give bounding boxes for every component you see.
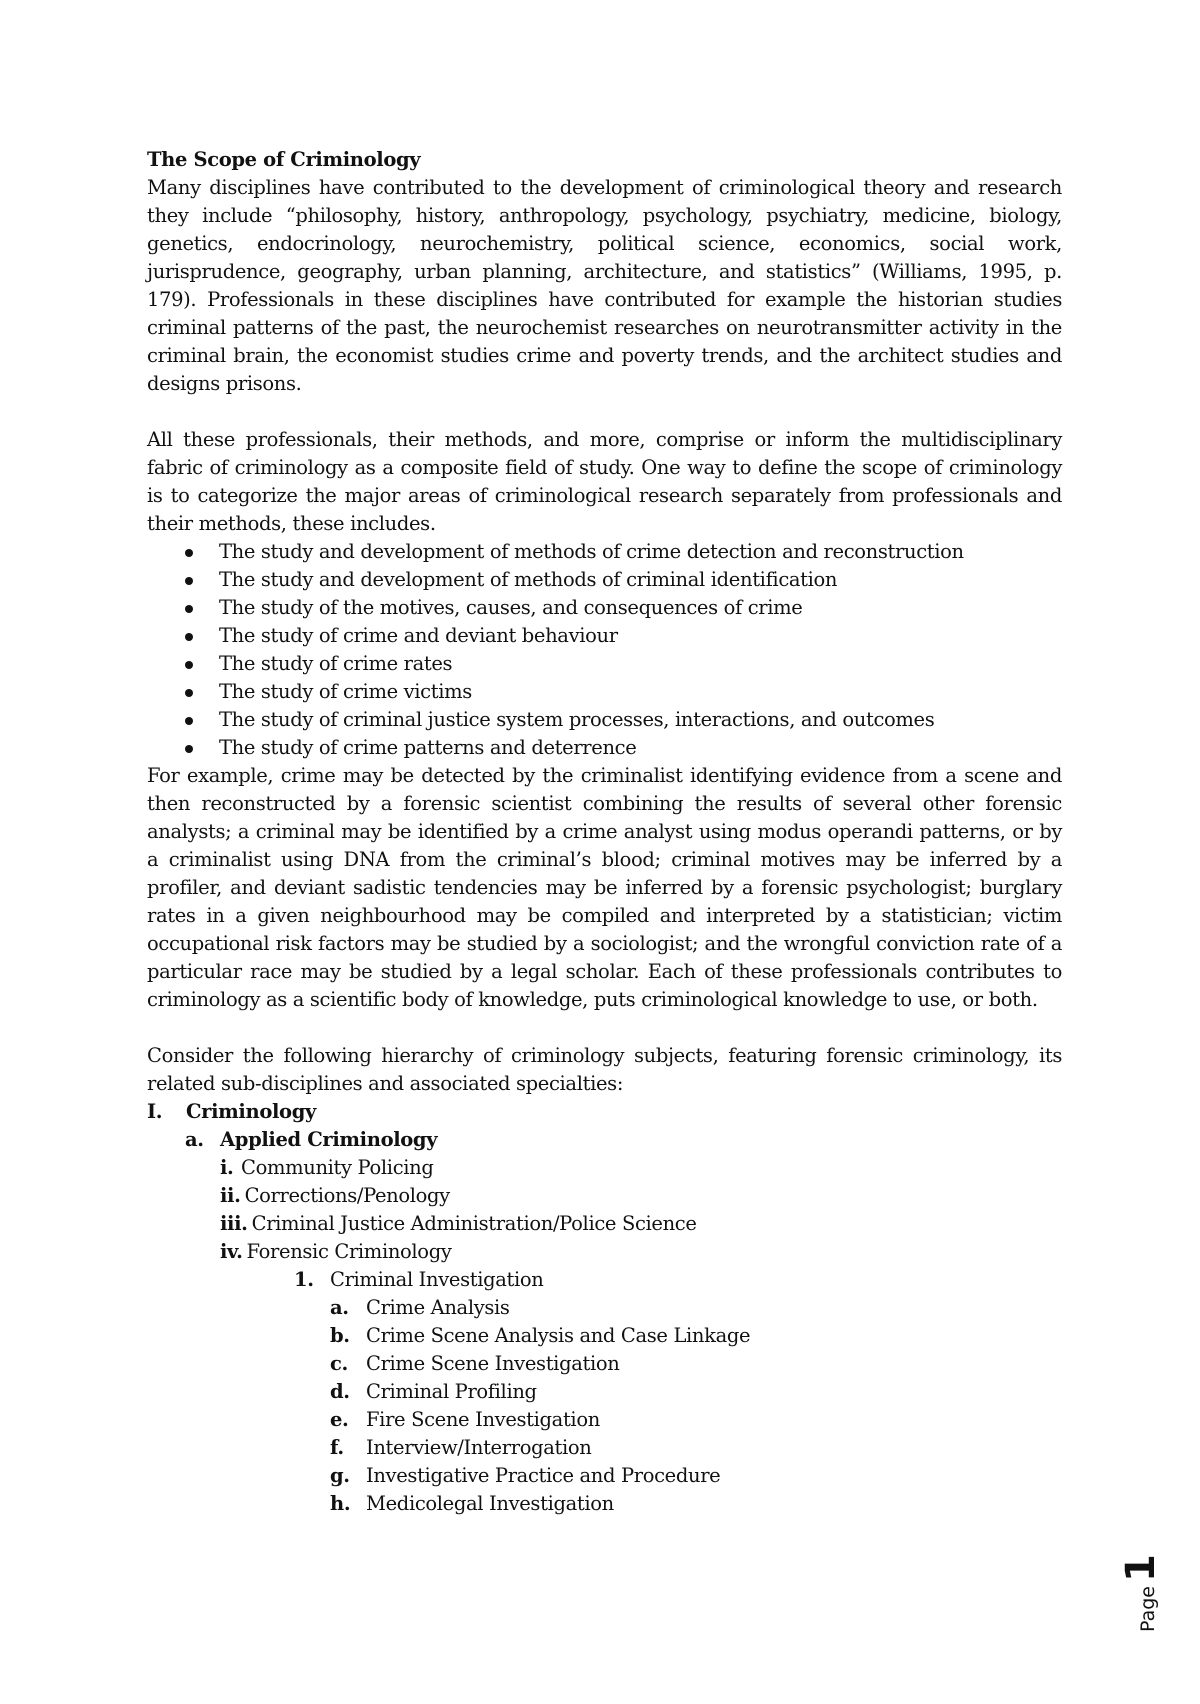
document-body — [147, 146, 1062, 1518]
paragraph-spacer — [147, 1014, 1062, 1042]
outline-item — [147, 1294, 1062, 1322]
outline-number: 1. — [294, 1268, 314, 1291]
outline-number: iii. — [220, 1212, 248, 1235]
outline-text: Crime Scene Investigation — [366, 1352, 620, 1375]
outline-text: Forensic Criminology — [246, 1240, 452, 1263]
list-item: The study and development of methods of crime detection and reconstruction — [185, 538, 1062, 566]
outline-item-applied-criminology — [147, 1126, 1062, 1154]
paragraph-3: For example, crime may be detected by the criminalist identifying evidence from a scene and then reconstructed by a forensic scientist combining the results of several other forensic analysts; a criminal may be identified by a crime analyst using modus operandi patterns, or by a criminalist using DNA from the criminal’s blood; criminal motives may be inferred by a profiler, and deviant sadistic tendencies may be inferred by a forensic psychologist; burglary rates in a given neighbourhood may be compiled and interpreted by a statistician; victim occupational risk factors may be studied by a sociologist; and the wrongful conviction rate of a particular race may be studied by a legal scholar. Each of these professionals contributes to criminology as a scientific body of knowledge, puts criminological knowledge to use, or both. — [147, 764, 1062, 1011]
criminology-hierarchy — [147, 1098, 1062, 1518]
outline-number: c. — [330, 1352, 348, 1375]
list-item: The study of crime victims — [185, 678, 1062, 706]
outline-item — [147, 1434, 1062, 1462]
outline-number: ii. — [220, 1184, 241, 1207]
research-areas-list — [147, 538, 1062, 762]
page-number: 1 — [1118, 1554, 1164, 1582]
outline-item — [147, 1490, 1062, 1518]
outline-number: h. — [330, 1492, 351, 1515]
list-item: The study of crime patterns and deterrence — [185, 734, 1062, 762]
outline-item — [147, 1182, 1062, 1210]
page-word: Page — [1137, 1586, 1159, 1632]
outline-item-criminal-investigation — [147, 1266, 1062, 1294]
outline-number: I. — [147, 1100, 163, 1123]
outline-number: g. — [330, 1464, 350, 1487]
list-item: The study of the motives, causes, and consequences of crime — [185, 594, 1062, 622]
outline-text: Crime Analysis — [366, 1296, 510, 1319]
outline-text: Criminal Profiling — [366, 1380, 537, 1403]
outline-number: f. — [330, 1436, 344, 1459]
outline-number: iv. — [220, 1240, 243, 1263]
outline-number: a. — [185, 1128, 204, 1151]
outline-text: Fire Scene Investigation — [366, 1408, 600, 1431]
list-item: The study of crime rates — [185, 650, 1062, 678]
outline-item — [147, 1154, 1062, 1182]
outline-text: Interview/Interrogation — [366, 1436, 592, 1459]
document-title: The Scope of Criminology — [147, 148, 421, 171]
outline-text: Corrections/Penology — [244, 1184, 450, 1207]
outline-text: Investigative Practice and Procedure — [366, 1464, 721, 1487]
outline-text: Medicolegal Investigation — [366, 1492, 614, 1515]
outline-number: i. — [220, 1156, 234, 1179]
outline-text: Applied Criminology — [220, 1128, 438, 1151]
outline-item — [147, 1350, 1062, 1378]
outline-number: b. — [330, 1324, 350, 1347]
outline-number: e. — [330, 1408, 349, 1431]
outline-text: Crime Scene Analysis and Case Linkage — [366, 1324, 751, 1347]
outline-number: d. — [330, 1380, 350, 1403]
list-item: The study of crime and deviant behaviour — [185, 622, 1062, 650]
outline-text: Criminal Investigation — [330, 1268, 544, 1291]
page-footer — [1118, 1554, 1168, 1704]
outline-item — [147, 1406, 1062, 1434]
outline-text: Criminology — [186, 1100, 316, 1123]
outline-item — [147, 1462, 1062, 1490]
outline-number: a. — [330, 1296, 349, 1319]
paragraph-1: Many disciplines have contributed to the development of criminological theory and research they include “philosophy, history, anthropology, psychology, psychiatry, medicine, biology, genetics, endocrinology, neurochemistry, political science, economics, social work, jurisprudence, geography, urban planning, architecture, and statistics” (Williams, 1995, p. 179). Professionals in these disciplines have contributed for example the historian studies criminal patterns of the past, the neurochemist researches on neurotransmitter activity in the criminal brain, the economist studies crime and poverty trends, and the architect studies and designs prisons. — [147, 176, 1062, 395]
outline-item — [147, 1238, 1062, 1266]
outline-item — [147, 1378, 1062, 1406]
outline-item-criminology — [147, 1098, 1062, 1126]
outline-text: Criminal Justice Administration/Police Science — [251, 1212, 697, 1235]
outline-item — [147, 1322, 1062, 1350]
paragraph-4: Consider the following hierarchy of criminology subjects, featuring forensic criminology, its related sub-disciplines and associated specialties: — [147, 1044, 1062, 1095]
outline-item — [147, 1210, 1062, 1238]
page-number-label — [1118, 1554, 1164, 1632]
list-item: The study of criminal justice system processes, interactions, and outcomes — [185, 706, 1062, 734]
paragraph-2: All these professionals, their methods, and more, comprise or inform the multidisciplinary fabric of criminology as a composite field of study. One way to define the scope of criminology is to categorize the major areas of criminological research separately from professionals and their methods, these includes. — [147, 428, 1062, 535]
list-item: The study and development of methods of criminal identification — [185, 566, 1062, 594]
paragraph-spacer — [147, 398, 1062, 426]
outline-text: Community Policing — [241, 1156, 434, 1179]
